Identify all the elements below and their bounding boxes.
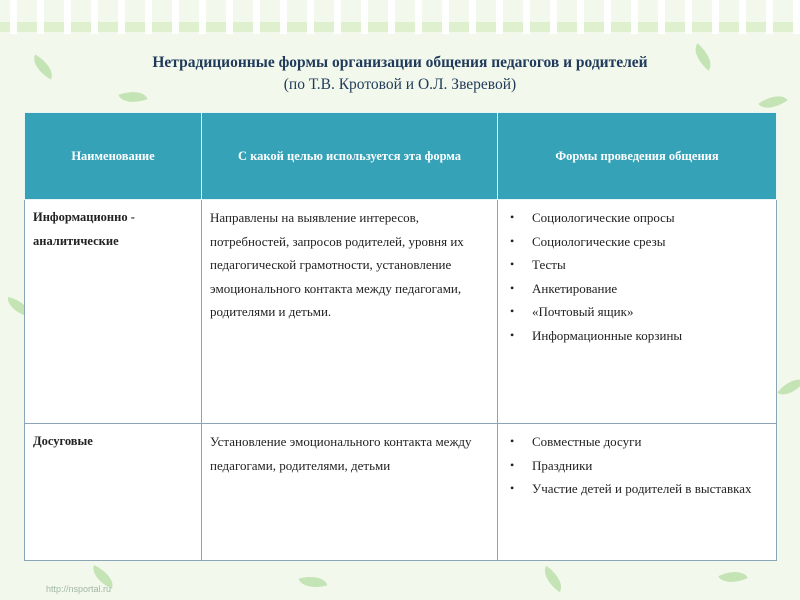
slide-title: Нетрадиционные формы организации общения педагогов и родителей: [152, 54, 648, 71]
row-forms: [498, 200, 777, 424]
leaf-decoration: [538, 566, 567, 592]
header-purpose: С какой целью используется эта форма: [202, 113, 498, 200]
forms-list: [506, 206, 768, 347]
list-item: • Социологические срезы: [506, 230, 768, 254]
table-row: [25, 200, 777, 424]
notebook-spiral: [0, 0, 800, 34]
table-header-row: [25, 113, 777, 200]
watermark: http://nsportal.ru: [46, 584, 112, 594]
header-name: Наименование: [25, 113, 202, 200]
list-item: • Тесты: [506, 253, 768, 277]
forms-list: [506, 430, 768, 501]
list-item: • Совместные досуги: [506, 430, 768, 454]
leaf-decoration: [299, 572, 328, 592]
leaf-decoration: [777, 373, 800, 402]
slide-subtitle: (по Т.В. Кротовой и О.Л. Зверевой): [283, 76, 517, 93]
forms-table: [24, 112, 777, 561]
list-item: • Участие детей и родителей в выставках: [506, 477, 768, 501]
list-item: • Информационные корзины: [506, 324, 768, 348]
row-name: Досуговые: [25, 424, 202, 561]
row-name: Информационно - аналитические: [25, 200, 202, 424]
table-row: [25, 424, 777, 561]
list-item: • Праздники: [506, 454, 768, 478]
list-item: • Социологические опросы: [506, 206, 768, 230]
leaf-decoration: [718, 565, 747, 589]
row-purpose: Направлены на выявление интересов, потребностей, запросов родителей, уровня их педагогической грамотности, установление эмоционального контакта между педагогами, родителями и детьми.: [202, 200, 498, 424]
row-forms: [498, 424, 777, 561]
row-purpose: Установление эмоционального контакта между педагогами, родителями, детьми: [202, 424, 498, 561]
list-item: • Анкетирование: [506, 277, 768, 301]
list-item: • «Почтовый ящик»: [506, 300, 768, 324]
header-forms: Формы проведения общения: [498, 113, 777, 200]
